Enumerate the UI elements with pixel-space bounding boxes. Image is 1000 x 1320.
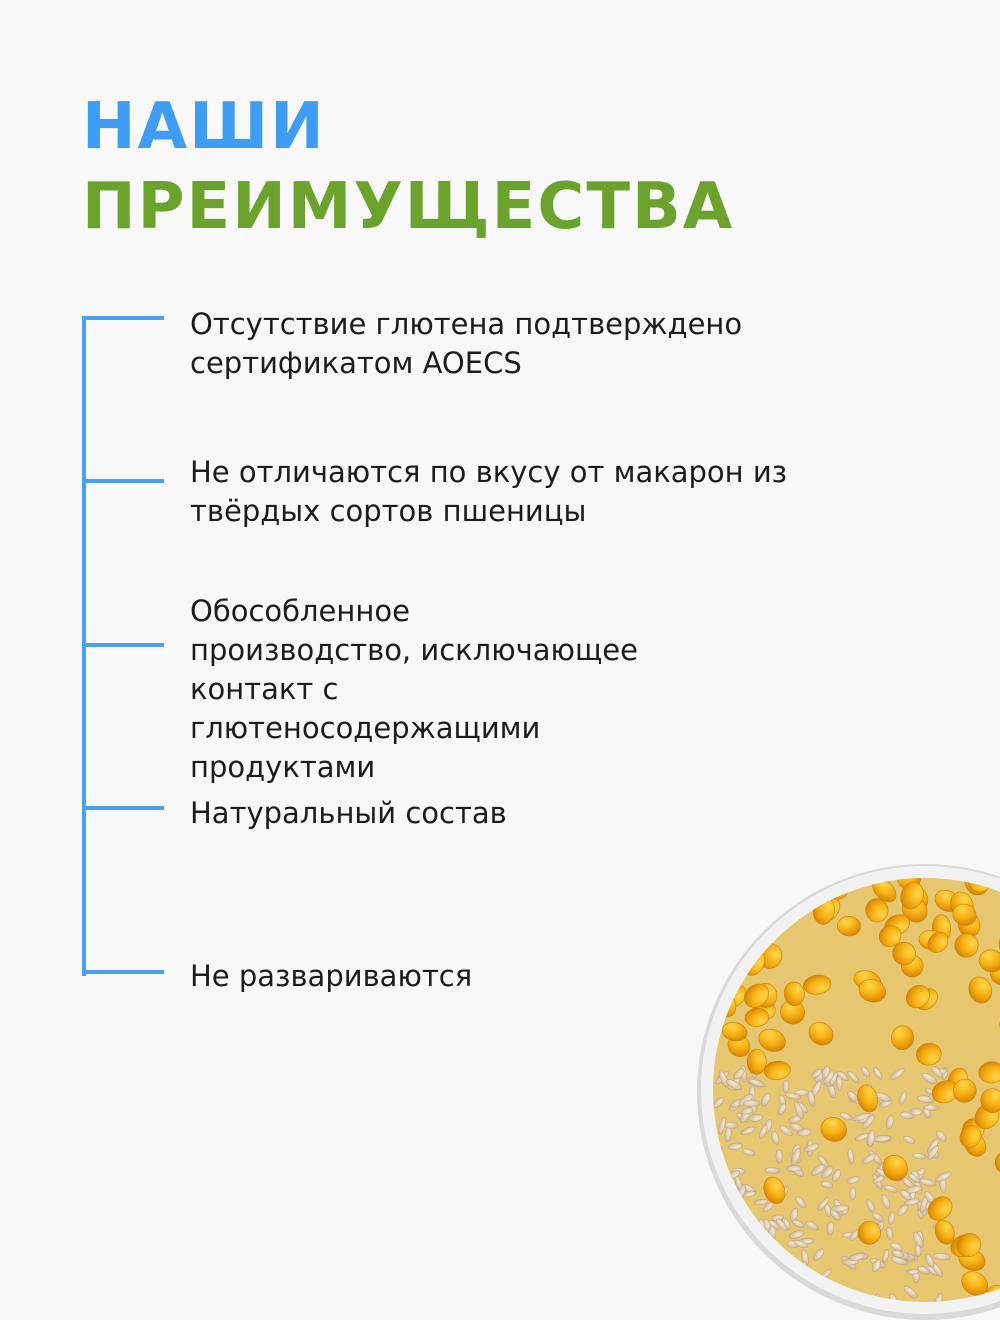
rice-grain [786,1165,802,1171]
bracket-tick-5 [82,970,164,974]
rice-grain [753,1273,761,1287]
corn-kernel [726,889,750,914]
rice-grain [781,1293,795,1304]
corn-kernel [695,931,719,963]
bracket-tick-4 [82,806,164,810]
rice-grain [759,1254,766,1270]
corn-kernel [739,873,770,901]
rice-grain [774,1303,781,1318]
rice-grain [828,1307,843,1318]
rice-grain [738,1243,754,1259]
heading-line-2: ПРЕИМУЩЕСТВА [82,170,735,244]
corn-kernel [696,862,731,896]
rice-grain [725,1122,738,1129]
rice-grain [813,1302,821,1316]
advantage-item-5: Не развариваются [190,959,473,993]
rice-grain [784,1299,798,1306]
rice-grain [743,1100,760,1107]
advantage-item-2: Не отличаются по вкусу от макарон из твёрдых сортов пшеницы [190,455,788,528]
advantage-item-4: Натуральный состав [190,796,507,830]
rice-grain [742,1308,756,1317]
rice-grain [826,1313,839,1320]
rice-grain [735,1265,753,1272]
corn-kernel [720,918,750,949]
rice-grain [777,1299,790,1315]
rice-grain [775,1299,789,1316]
rice-grain [722,1254,729,1270]
rice-grain [741,1243,748,1261]
corn-kernel [700,901,733,931]
heading-line-1: НАШИ [82,90,326,164]
corn-kernel [788,860,812,883]
rice-grain [849,1187,856,1200]
bracket-tick-2 [82,479,164,483]
rice-grain [767,1264,776,1278]
advantage-item-3: Обособленное производство, исключающее контакт с глютеносодержащими продуктами [190,594,638,784]
corn-kernel [695,972,723,998]
rice-grain [740,1251,753,1265]
bowl-of-corn-and-rice-image [695,860,1000,1320]
rice-grain [729,1258,747,1272]
advantage-item-1: Отсутствие глютена подтверждено сертификатом AOECS [190,307,743,380]
rice-grain [783,1080,789,1093]
corn-kernel [704,860,734,876]
rice-grain [924,1105,938,1111]
bracket-tick-3 [82,643,164,647]
rice-grain [906,1269,919,1275]
rice-grain [721,1250,737,1261]
bracket-tick-1 [82,316,164,320]
rice-grain [761,1274,775,1282]
rice-grain [798,1288,809,1306]
rice-grain [776,1149,783,1163]
corn-kernel [730,904,760,936]
